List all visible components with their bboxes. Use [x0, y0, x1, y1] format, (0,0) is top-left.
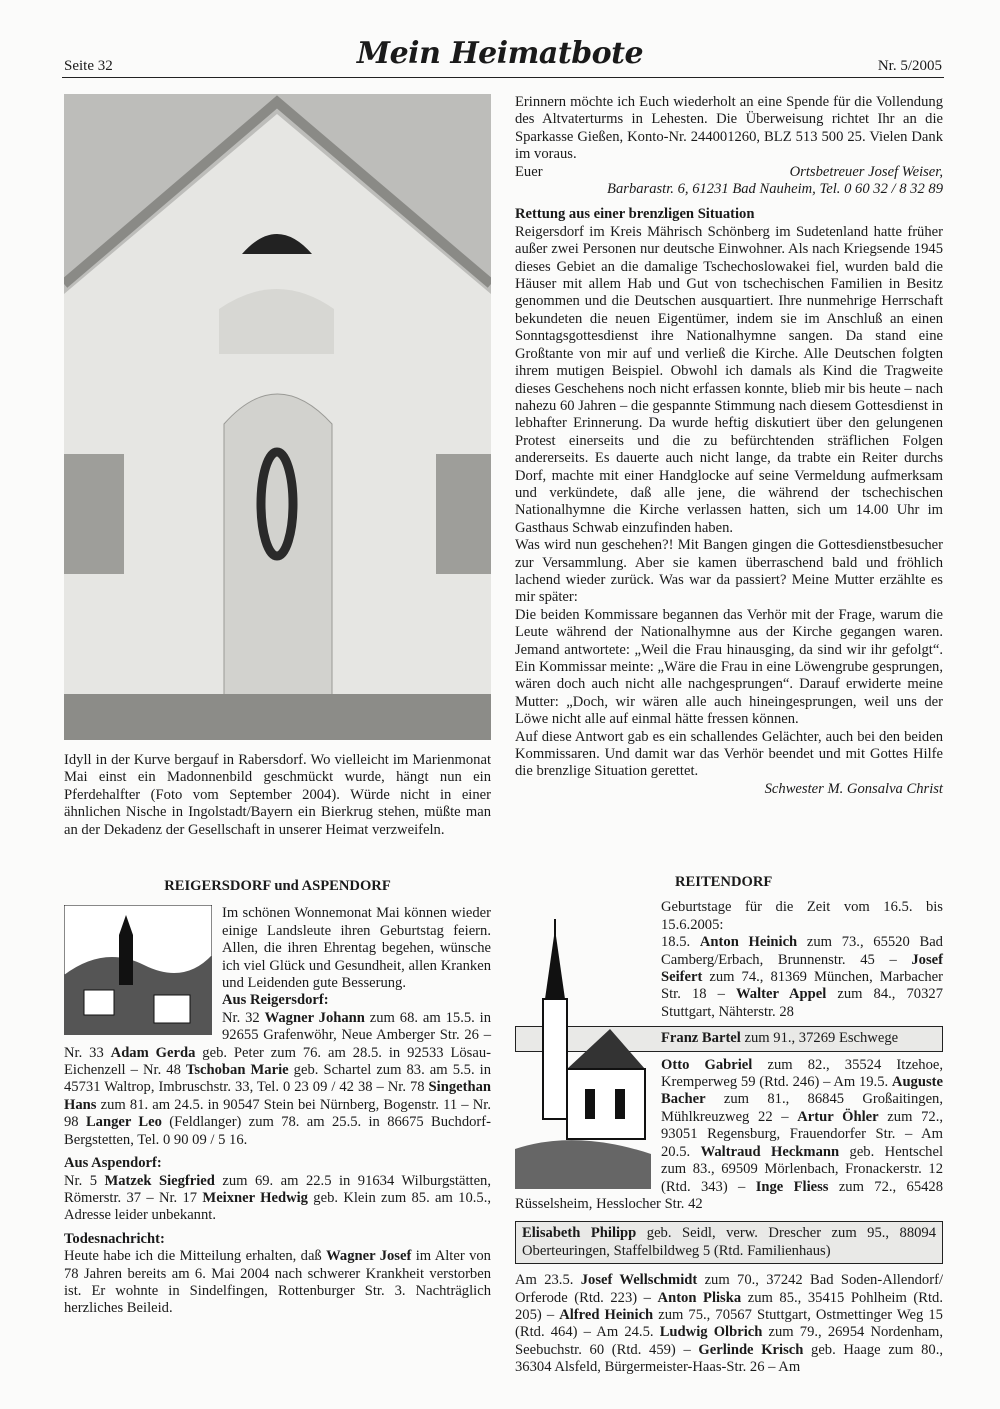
gable-photo	[64, 94, 491, 740]
reitendorf-entries-3: Am 23.5. Josef Wellschmidt zum 70., 37242 Bad Soden-Allendorf/ Orferode (Rtd. 223) – Anton Pliska zum 85., 35415 Pohlheim (Rtd. 205) – Alfred Heinich zum 75., 70567 Stuttgart, Ostmettinger Weg 15 (Rtd. 464) – Am 24.5. Ludwig Olbrich zum 79., 26954 Nordenham, Seebuchstr. 60 (Rtd. 459) – Gerlinde Krisch geb. Haage zum 80., 36304 Alsfeld, Bürgermeister-Haas-Str. 26 – Am	[515, 1272, 944, 1376]
donation-euer: Euer	[515, 163, 543, 180]
church-drawing	[515, 919, 651, 1189]
donation-address: Barbarastr. 6, 61231 Bad Nauheim, Tel. 0 60 32 / 8 32 89	[607, 181, 943, 198]
newspaper-title: Mein Heimatbote	[356, 36, 644, 71]
village-drawing	[64, 905, 212, 1035]
rescue-p4: Auf diese Antwort gab es ein schallendes Gelächter, auch bei den beiden Kommissaren. Und damit war das Verhör beendet und mit Gottes Hilfe die brenzlige Situation gerettet.	[515, 728, 943, 780]
reigersdorf-heading: REIGERSDORF und ASPENDORF	[164, 878, 391, 894]
reitendorf-heading: REITENDORF	[675, 874, 773, 890]
reigersdorf-intro: Im schönen Wonnemonat Mai können wieder einige Landsleute ihren Geburtstag feiern. Allen, die ihren Ehrentag begehen, wünsche ich viel Glück und Gesundheit, allen Kranken und Leidenden gute Besserung.	[222, 905, 491, 992]
rescue-signature: Schwester M. Gonsalva Christ	[764, 780, 943, 797]
reigersdorf-subheading: Aus Reigersdorf:	[222, 992, 329, 1009]
photo-caption-block	[64, 752, 491, 839]
rescue-p3: Die beiden Kommissare begannen das Verhör mit der Frage, warum die Leute während der Nationalhymne aus der Kirche gegangen waren. Jemand antwortete: „Weil die Frau hinausging, da sind wir ihr gefolgt“. Ein Kommissar meinte: „Wäre die Frau in eine Löwengrube gesprungen, wären doch auch nicht alle nachgesprungen“. Darauf erwiderte meine Mutter: „Doch, wir wären alle auch hineingesprungen, weil uns der Löwe nicht alle auf einmal hätte fressen können.	[515, 606, 943, 728]
highlight-box-bartel: Franz Bartel zum 91., 37269 Eschwege	[515, 1026, 943, 1051]
rescue-p1: Reigersdorf im Kreis Mährisch Schönberg im Sudetenland hatte früher außer zwei Personen nur deutsche Einwohner. Als nach Kriegsende 1945 dieses Gebiet an die damalige Tschechoslowakei fiel, wurden bald die Häuser mit allem Hab und Gut von tschechischen Familien in Besitz genommen und die Deutschen ausquartiert. Ihre nunmehrige Herrschaft bekundeten die neuen Eigentümer, indem sie im Anschluß an einen Sonntagsgottesdienst ihre Nationalhymne sangen. Da stand eine Großtante von mir auf und verließ die Kirche. Alle Deutschen folgten ihrem mutigen Beispiel. Obwohl ich damals als Kind die Tragweite dieses Geschehens noch nicht erfassen konnte, blieb mir bis heute – nach nahezu 60 Jahren – die gespannte Stimmung nach diesem Gottesdienst in lebhafter Erinnerung. Da wurde heftig diskutiert über den gelungenen Protest einerseits und die zu befürchtenden sträflichen Folgen andererseits. Es dauerte auch nicht lange, da trabte ein Reiter durchs Dorf, machte mit einer Handglocke auf seine Vermeldung aufmerksam und verkündete, daß alle jene, die während der tschechischen Nationalhymne die Kirche verlassen hatten, sich um 14.00 Uhr im Gasthaus Schwab einzufinden haben.	[515, 223, 943, 536]
issue-number: Nr. 5/2005	[877, 58, 942, 74]
reigersdorf-entries: Nr. 32 Wagner Johann zum 68. am 15.5. in 92655 Grafenwöhr, Neue Amberger Str. 26 – Nr. 33 Adam Gerda geb. Peter zum 76. am 28.5. in 92533 Lösau-Eichenzell – Nr. 48 Tschoban Marie geb. Schartel zum 83. am 5.5. in 45731 Waltrop, Imbruschstr. 33, Tel. 0 23 09 / 42 38 – Nr. 78 Singethan Hans zum 81. am 24.5. in 90547 Stein bei Nürnberg, Bogenstr. 11 – Nr. 98 Langer Leo (Feldlanger) zum 78. am 25.5. in 86675 Buchdorf-Bergstetten, Tel. 0 90 09 / 5 16.	[64, 1009, 492, 1148]
reitendorf-entries-2: Otto Gabriel zum 82., 35524 Itzehoe, Kremperweg 59 (Rtd. 246) – Am 19.5. Auguste Bacher zum 81., 86845 Großaitingen, Mühlkreuzweg 22 – Artur Öhler zum 72., 93051 Regensburg, Frauendorfer Str. – Am 20.5. Waltraud Heckmann geb. Hentschel zum 83., 69509 Mörlenbach, Fronackerstr. 12 (Rtd. 343) – Inge Fliess zum 72., 65428 Rüsselsheim, Hesslocher Str. 42	[515, 1056, 944, 1212]
reitendorf-entries-1: 18.5. Anton Heinich zum 73., 65520 Bad Camberg/Erbach, Brunnenstr. 45 – Josef Seifert zum 74., 81369 München, Marbacher Str. 18 – Walter Appel zum 84., 70327 Stuttgart, Nähterstr. 28	[661, 934, 943, 1020]
highlight-box-philipp: Elisabeth Philipp geb. Seidl, verw. Drescher zum 95., 88094 Oberteuringen, Staffelbildweg 5 (Rtd. Familienhaus)	[515, 1221, 943, 1264]
obituary-text: Heute habe ich die Mitteilung erhalten, daß Wagner Josef im Alter von 78 Jahren bereits am 6. Mai 2004 nach schwerer Krankheit verstorben ist. Er wohnte in Sindelfingen, Rottenburger Str. 3. Nachträglich herzliches Beileid.	[64, 1248, 491, 1317]
photo-caption: Idyll in der Kurve bergauf in Rabersdorf. Wo vielleicht im Marienmonat Mai einst ein Madonnenbild geschmückt wurde, hängt nun ein Pferdehalfter (Foto vom September 2004). Würde nicht in einer ähnlichen Nische in Ingolstadt/Bayern ein Bierkrug stehen, müßte man an der Dekadenz der Gesellschaft in unserer Heimat verzweifeln.	[64, 752, 491, 838]
rescue-heading: Rettung aus einer brenzligen Situation	[515, 206, 755, 223]
reitendorf-section	[515, 874, 943, 1377]
reitendorf-intro: Geburtstage für die Zeit vom 16.5. bis 15.6.2005:	[661, 899, 943, 933]
header-rule	[62, 77, 944, 78]
aspendorf-entries: Nr. 5 Matzek Siegfried zum 69. am 22.5 in 91634 Wilburgstätten, Römerstr. 37 – Nr. 17 Meixner Hedwig geb. Klein zum 85. am 10.5., Adresse leider unbekannt.	[64, 1172, 491, 1224]
donation-text: Erinnern möchte ich Euch wiederholt an eine Spende für die Vollendung des Altvaterturms in Lehesten. Die Überweisung richtet Ihr an die Sparkasse Gießen, Konto-Nr. 244001260, BLZ 513 500 25. Vielen Dank im voraus.	[515, 94, 943, 163]
aspendorf-subheading: Aus Aspendorf:	[64, 1155, 162, 1172]
obituary-heading: Todesnachricht:	[64, 1230, 165, 1247]
page-number: Seite 32	[64, 58, 113, 74]
right-column	[515, 94, 943, 798]
rescue-p2: Was wird nun geschehen?! Mit Bangen gingen die Gottesdienstbesucher zur Versammlung. Aber sie kamen überraschend bald und fröhlich lachend wieder zurück. Was war da passiert? Meine Mutter erzählte es mir später:	[515, 537, 943, 606]
donation-signature: Ortsbetreuer Josef Weiser,	[789, 163, 943, 180]
reigersdorf-section	[64, 878, 491, 1318]
